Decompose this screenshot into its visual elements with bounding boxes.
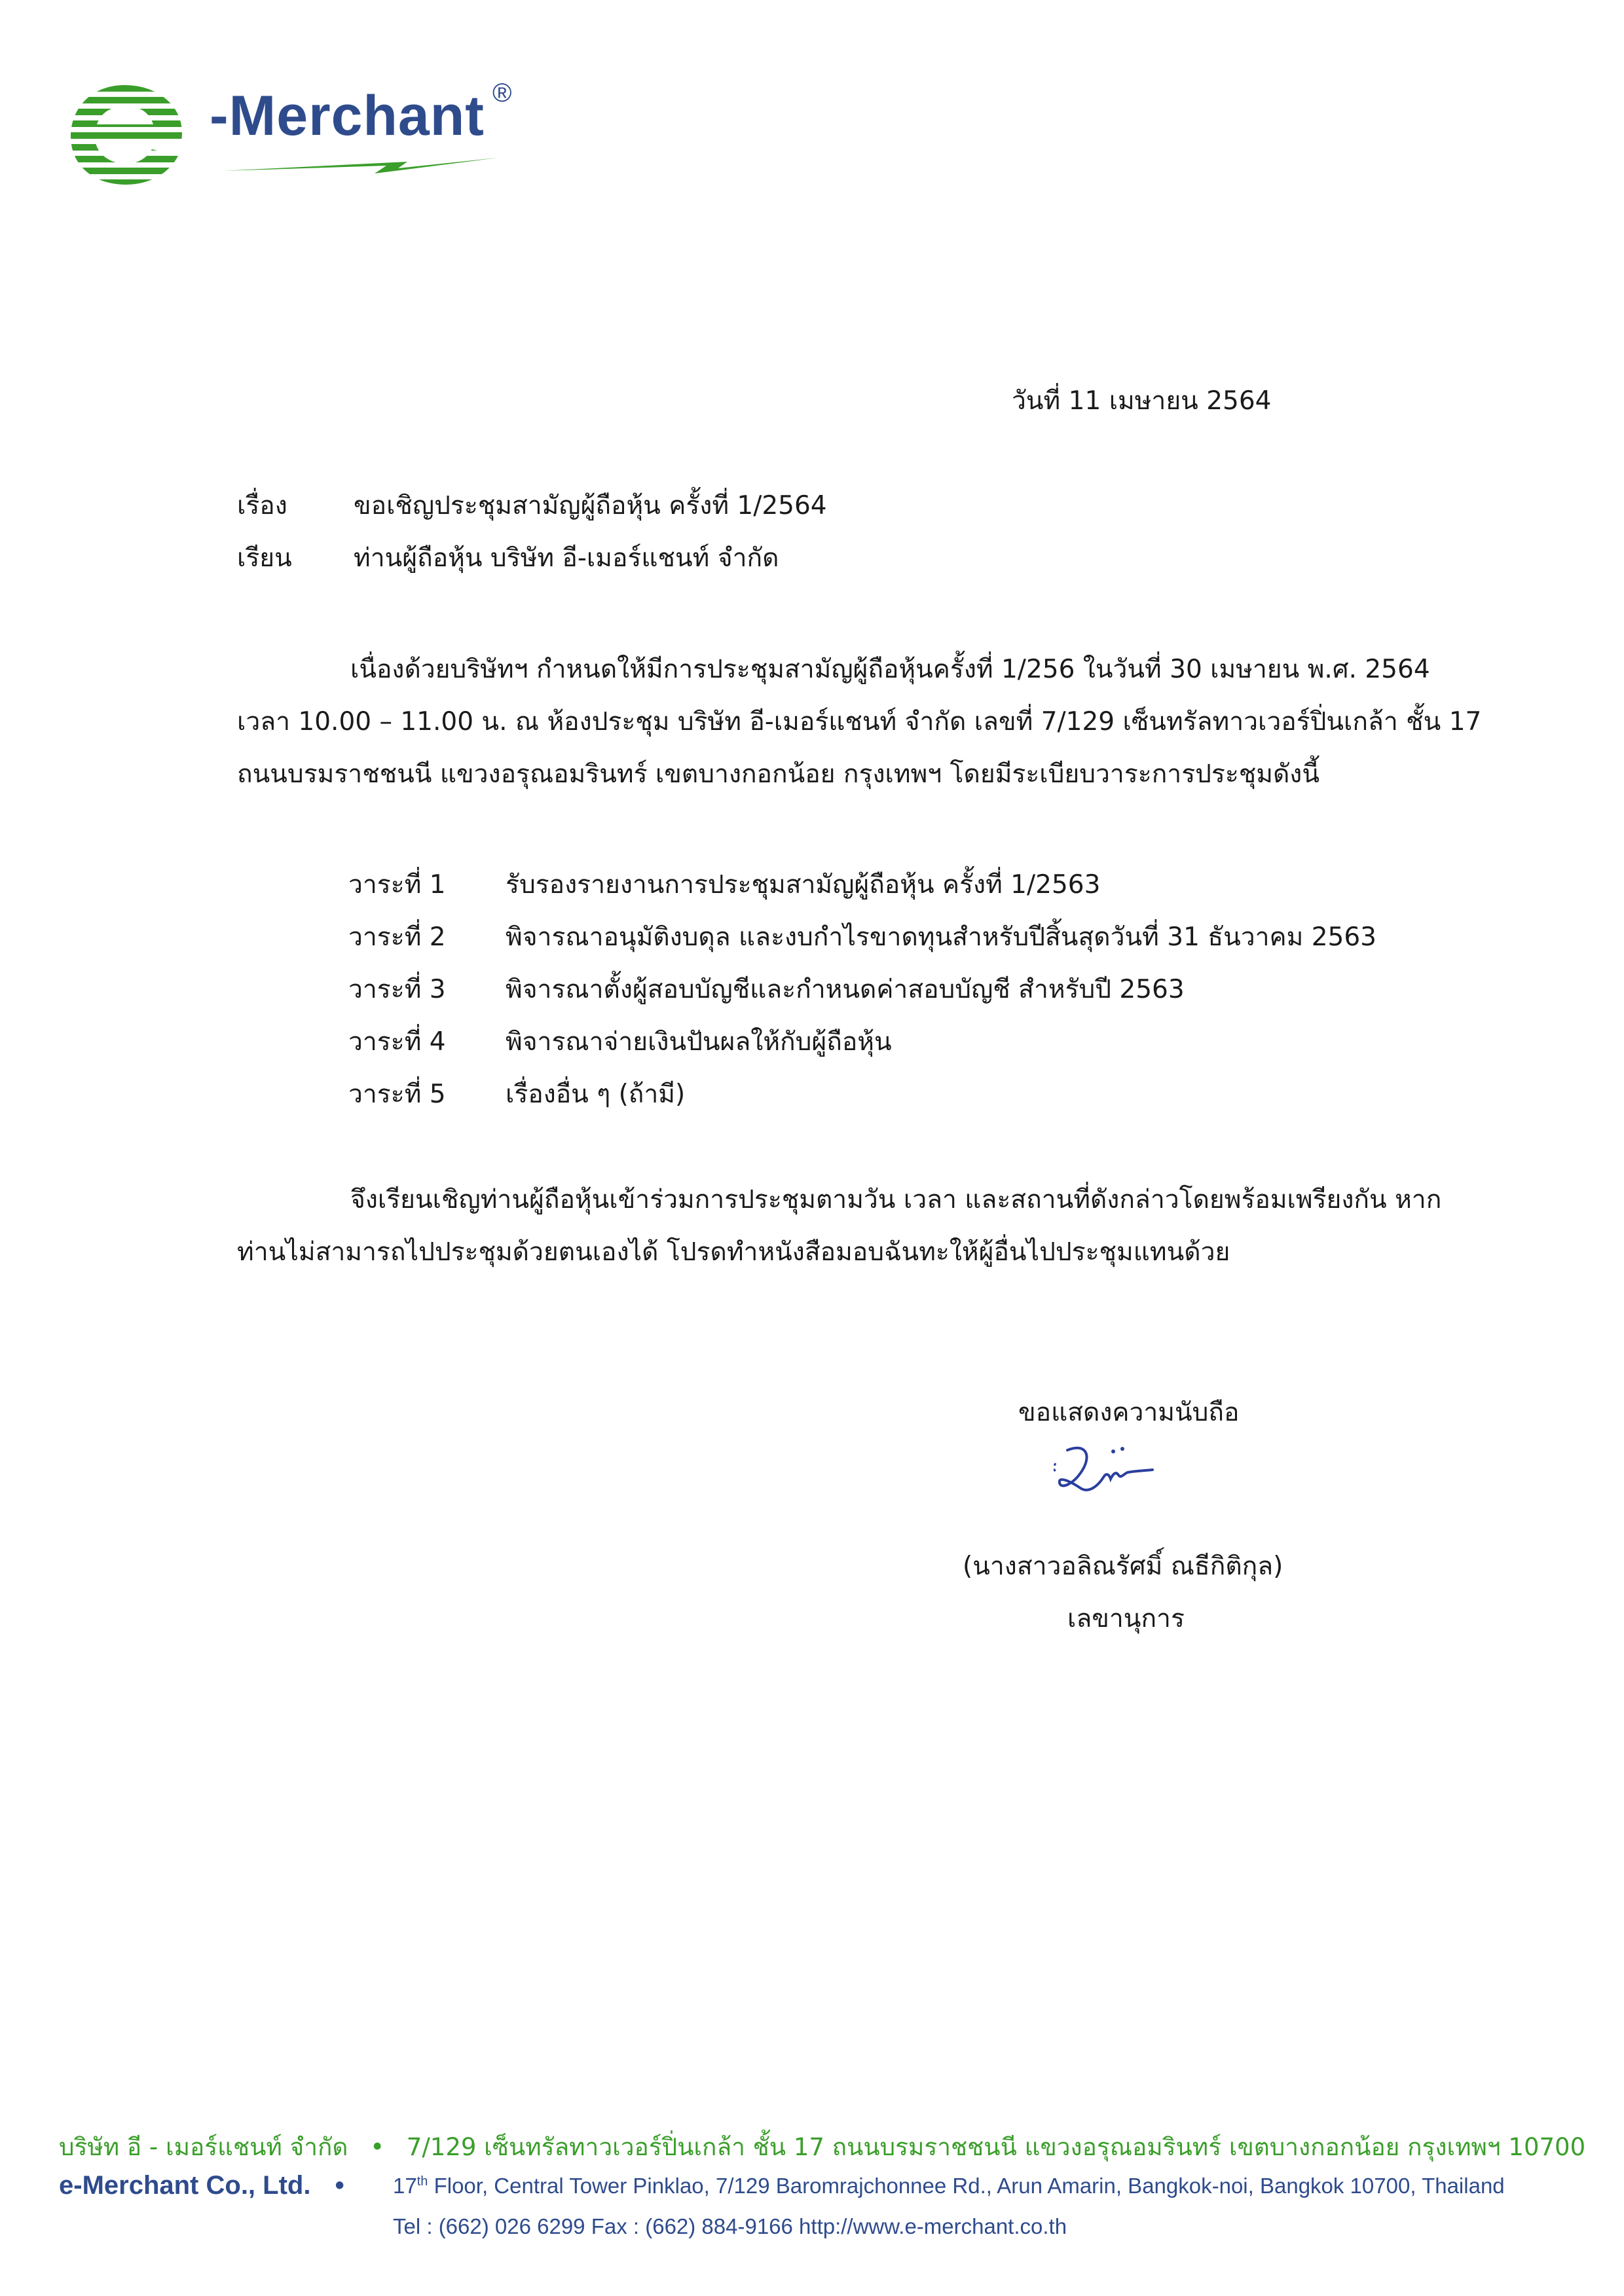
agenda-item xyxy=(348,864,1462,903)
footer-address-th: 7/129 เซ็นทรัลทาวเวอร์ปิ่นเกล้า ชั้น 17 ถนนบรมราชชนนี แขวงอรุณอมรินทร์ เขตบางกอกน้อย กรุงเทพฯ 10700 xyxy=(406,2133,1586,2161)
footer-bullet: • xyxy=(370,2133,385,2161)
agenda-number: วาระที่ 3 xyxy=(348,975,446,1004)
recipient-value: ท่านผู้ถือหุ้น บริษัท อี-เมอร์แชนท์ จำกัด xyxy=(354,543,779,573)
e-logo-icon xyxy=(65,79,183,190)
letter-date: วันที่ 11 เมษายน 2564 xyxy=(1012,386,1272,416)
agenda-item xyxy=(348,1021,1462,1061)
signatory-position: เลขานุการ xyxy=(1067,1604,1185,1633)
footer-address-floor: 17 xyxy=(393,2174,417,2198)
company-logo xyxy=(65,79,537,196)
footer-company-en xyxy=(59,2171,344,2200)
footer-address-en xyxy=(393,2174,1505,2198)
subject-label: เรื่อง xyxy=(237,491,287,520)
footer-contact: Tel : (662) 026 6299 Fax : (662) 884-9166 http://www.e-merchant.co.th xyxy=(393,2214,1067,2238)
closing-line-2: ท่านไม่สามารถไปประชุมด้วยตนเองได้ โปรดทำหนังสือมอบฉันทะให้ผู้อื่นไปประชุมแทนด้วย xyxy=(237,1237,1230,1267)
footer-address-en-text: Floor, Central Tower Pinklao, 7/129 Baromrajchonnee Rd., Arun Amarin, Bangkok-noi, Bangkok 10700, Thailand xyxy=(428,2174,1505,2198)
agenda-text: เรื่องอื่น ๆ (ถ้ามี) xyxy=(506,1080,686,1109)
signatory-name: (นางสาวอลิณรัศมิ์ ณธีกิติกุล) xyxy=(963,1552,1283,1581)
body-line-1: เนื่องด้วยบริษัทฯ กำหนดให้มีการประชุมสามัญผู้ถือหุ้นครั้งที่ 1/256 ในวันที่ 30 เมษายน พ.ศ. 2564 xyxy=(350,655,1430,684)
agenda-number: วาระที่ 1 xyxy=(348,870,446,900)
agenda-text: รับรองรายงานการประชุมสามัญผู้ถือหุ้น ครั้งที่ 1/2563 xyxy=(506,870,1101,900)
agenda-item xyxy=(348,969,1462,1008)
agenda-text: พิจารณาจ่ายเงินปันผลให้กับผู้ถือหุ้น xyxy=(506,1027,892,1057)
logo-wordmark: -Merchant xyxy=(210,84,485,147)
agenda-item xyxy=(348,917,1462,956)
footer-company-th: บริษัท อี - เมอร์แชนท์ จำกัด xyxy=(59,2133,348,2161)
agenda-number: วาระที่ 2 xyxy=(348,922,446,952)
body-line-3: ถนนบรมราชชนนี แขวงอรุณอมรินทร์ เขตบางกอกน้อย กรุงเทพฯ โดยมีระเบียบวาระการประชุมดังนี้ xyxy=(237,759,1320,789)
closing-line-1: จึงเรียนเชิญท่านผู้ถือหุ้นเข้าร่วมการประชุมตามวัน เวลา และสถานที่ดังกล่าวโดยพร้อมเพรียงกัน หาก xyxy=(350,1185,1442,1214)
agenda-number: วาระที่ 4 xyxy=(348,1027,446,1057)
agenda-item xyxy=(348,1074,1462,1113)
salutation: ขอแสดงความนับถือ xyxy=(1018,1398,1240,1427)
agenda-number: วาระที่ 5 xyxy=(348,1080,446,1109)
footer-address-floor-suffix: th xyxy=(416,2174,428,2189)
footer-company-en-text: e-Merchant Co., Ltd. xyxy=(59,2171,311,2200)
agenda-text: พิจารณาอนุมัติงบดุล และงบกำไรขาดทุนสำหรับปีสิ้นสุดวันที่ 31 ธันวาคม 2563 xyxy=(506,922,1376,952)
handwritten-signature xyxy=(1041,1437,1172,1509)
body-line-2: เวลา 10.00 – 11.00 น. ณ ห้องประชุม บริษัท อี-เมอร์แชนท์ จำกัด เลขที่ 7/129 เซ็นทรัลทาวเวอร์ปิ่นเกล้า ชั้น 17 xyxy=(237,707,1482,737)
lightning-swoosh-icon xyxy=(223,154,498,180)
footer-bullet: • xyxy=(335,2171,344,2200)
registered-mark: ® xyxy=(492,79,512,107)
agenda-text: พิจารณาตั้งผู้สอบบัญชีและกำหนดค่าสอบบัญชี สำหรับปี 2563 xyxy=(506,975,1185,1004)
recipient-label: เรียน xyxy=(237,543,292,573)
letterhead-footer xyxy=(0,2049,1624,2296)
subject-value: ขอเชิญประชุมสามัญผู้ถือหุ้น ครั้งที่ 1/2564 xyxy=(354,491,827,520)
footer-thai-line xyxy=(59,2128,1585,2166)
